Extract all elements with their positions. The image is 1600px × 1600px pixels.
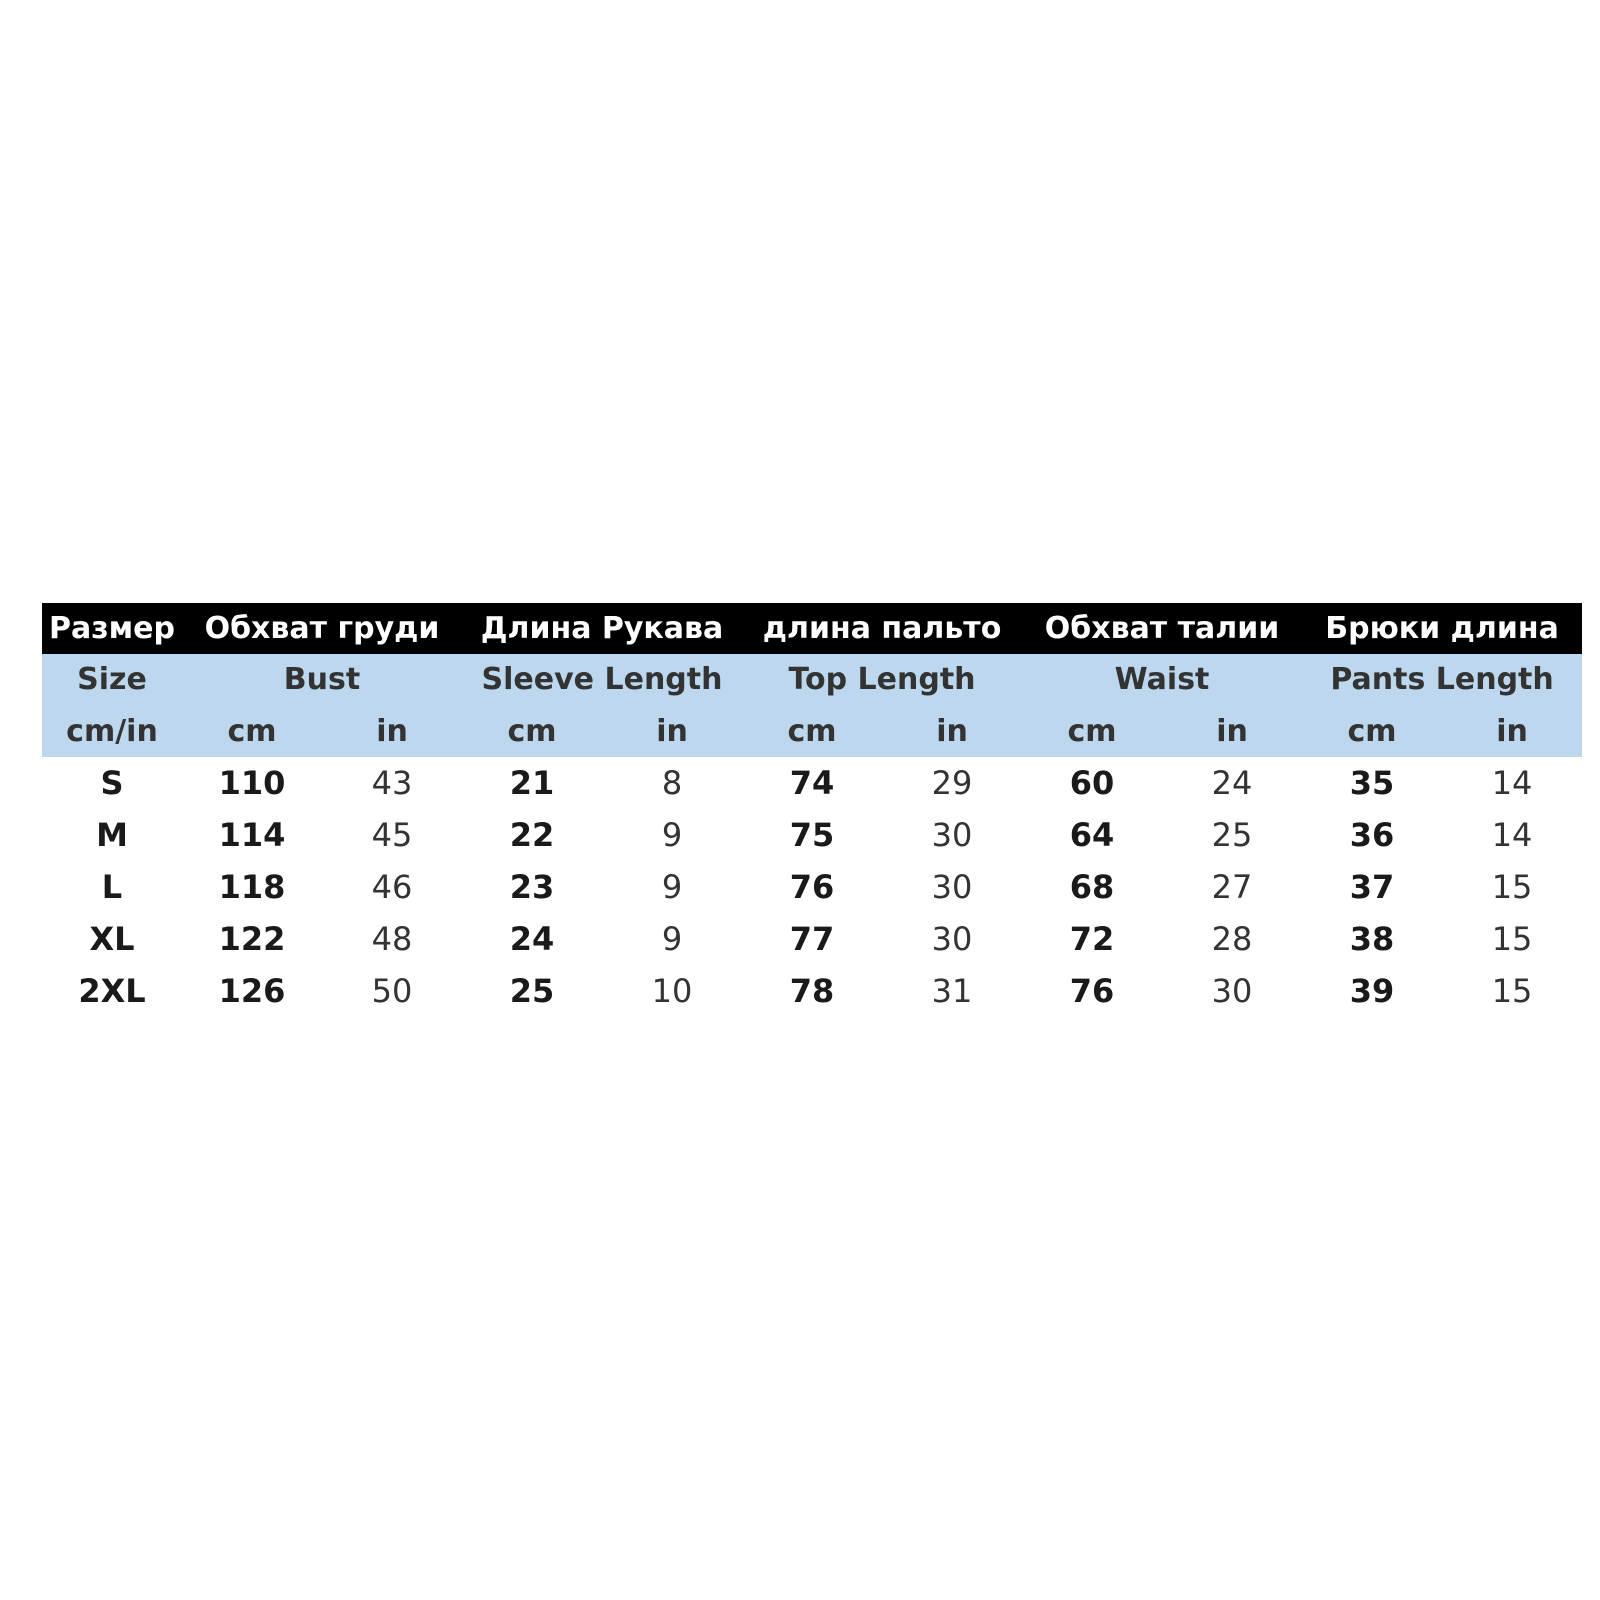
table-cell: 114 [218,816,286,854]
header-top-length-ru: длина пальто [742,603,1022,654]
unit-cell: in [882,705,1022,757]
unit-cell: in [322,705,462,757]
header-bust-en: Bust [182,654,462,705]
unit-cell: cm [742,705,882,757]
table-cell: 60 [1069,764,1115,802]
table-cell: 21 [509,764,555,802]
table-row [42,809,1582,861]
table-cell: 9 [661,816,683,854]
table-cell: 78 [789,972,835,1010]
table-cell: 77 [789,920,835,958]
table-cell: 28 [1211,920,1253,958]
header-size-ru: Размер [42,603,182,654]
header-sleeve-ru: Длина Рукава [462,603,742,654]
size-table [42,603,1582,1017]
table-cell: 110 [218,764,286,802]
header-row-english [42,654,1582,705]
header-waist-ru: Обхват талии [1022,603,1302,654]
table-cell: 25 [1211,816,1253,854]
header-top-length-en: Top Length [742,654,1022,705]
size-cell: S [100,764,124,802]
table-cell: 9 [661,868,683,906]
table-cell: 50 [371,972,413,1010]
unit-cell: cm [462,705,602,757]
table-row [42,861,1582,913]
header-pants-length-ru: Брюки длина [1302,603,1582,654]
table-cell: 76 [1069,972,1115,1010]
table-cell: 29 [931,764,973,802]
table-row [42,965,1582,1017]
table-cell: 15 [1491,972,1533,1010]
table-cell: 37 [1349,868,1395,906]
unit-cell: in [1162,705,1302,757]
table-cell: 45 [371,816,413,854]
table-cell: 10 [651,972,693,1010]
table-cell: 15 [1491,920,1533,958]
header-row-russian [42,603,1582,654]
table-cell: 24 [509,920,555,958]
table-cell: 74 [789,764,835,802]
table-cell: 76 [789,868,835,906]
table-cell: 24 [1211,764,1253,802]
unit-cell: cm [1022,705,1162,757]
table-row [42,757,1582,809]
header-waist-en: Waist [1022,654,1302,705]
size-cell: M [96,816,128,854]
unit-cell: cm [182,705,322,757]
table-cell: 22 [509,816,555,854]
table-cell: 8 [661,764,683,802]
table-cell: 43 [371,764,413,802]
table-cell: 38 [1349,920,1395,958]
table-cell: 27 [1211,868,1253,906]
table-cell: 30 [931,868,973,906]
table-cell: 72 [1069,920,1115,958]
table-cell: 30 [931,816,973,854]
header-pants-length-en: Pants Length [1302,654,1582,705]
table-cell: 68 [1069,868,1115,906]
unit-cell: cm/in [42,705,182,757]
size-cell: L [101,868,123,906]
unit-cell: in [602,705,742,757]
table-cell: 14 [1491,764,1533,802]
table-cell: 25 [509,972,555,1010]
table-cell: 23 [509,868,555,906]
table-cell: 14 [1491,816,1533,854]
size-chart [42,603,1582,1017]
table-cell: 30 [931,920,973,958]
table-cell: 126 [218,972,286,1010]
unit-cell: in [1442,705,1582,757]
table-cell: 122 [218,920,286,958]
header-bust-ru: Обхват груди [182,603,462,654]
table-cell: 31 [931,972,973,1010]
table-cell: 9 [661,920,683,958]
table-cell: 39 [1349,972,1395,1010]
table-cell: 36 [1349,816,1395,854]
header-row-units [42,705,1582,757]
header-size-en: Size [42,654,182,705]
table-cell: 35 [1349,764,1395,802]
table-cell: 64 [1069,816,1115,854]
unit-cell: cm [1302,705,1442,757]
table-cell: 118 [218,868,286,906]
table-cell: 15 [1491,868,1533,906]
table-cell: 48 [371,920,413,958]
size-cell: 2XL [78,972,146,1010]
header-sleeve-en: Sleeve Length [462,654,742,705]
table-row [42,913,1582,965]
table-cell: 75 [789,816,835,854]
table-cell: 46 [371,868,413,906]
size-cell: XL [89,920,135,958]
table-cell: 30 [1211,972,1253,1010]
